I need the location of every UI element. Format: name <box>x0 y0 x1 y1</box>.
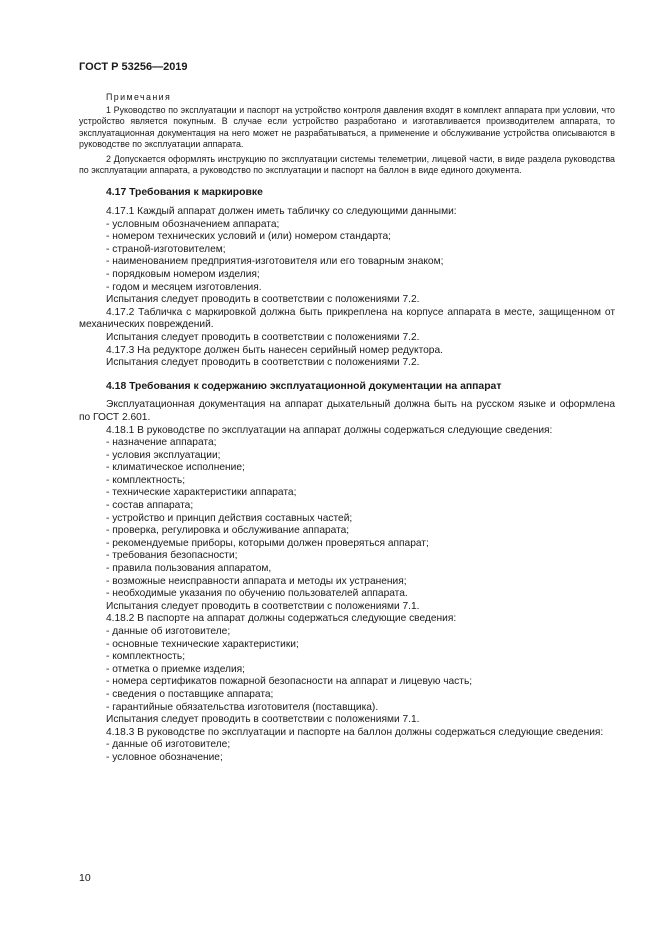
list-item: - данные об изготовителе; <box>106 626 231 638</box>
paragraph: 4.17.2 Табличка с маркировкой должна быть прикреплена на корпусе аппарата в месте, защищенном от механических повреждений. <box>79 306 615 331</box>
document-header: ГОСТ Р 53256—2019 <box>79 61 188 73</box>
list-item: - проверка, регулировка и обслуживание аппарата; <box>106 525 350 537</box>
page-content <box>79 92 615 765</box>
list-item: - требования безопасности; <box>106 550 238 562</box>
list-item: - сведения о поставщике аппарата; <box>106 688 274 700</box>
list-4-18-2 <box>79 626 615 714</box>
notes-block <box>79 92 615 176</box>
list-item: - основные технические характеристики; <box>106 638 299 650</box>
paragraph: 4.18.3 В руководстве по эксплуатации и паспорте на баллон должны содержаться следующие сведения: <box>106 726 604 738</box>
test-paragraph: Испытания следует проводить в соответствии с положениями 7.2. <box>106 357 420 369</box>
list-item: - годом и месяцем изготовления. <box>106 281 262 293</box>
paragraph: 4.17.1 Каждый аппарат должен иметь табличку со следующими данными: <box>106 206 457 218</box>
paragraph: 4.18.1 В руководстве по эксплуатации на аппарат должны содержаться следующие сведения: <box>106 424 553 436</box>
list-item: - комплектность; <box>106 651 186 663</box>
test-paragraph: Испытания следует проводить в соответствии с положениями 7.1. <box>106 714 420 726</box>
list-item: - номером технических условий и (или) номером стандарта; <box>106 231 391 243</box>
page-number: 10 <box>79 872 91 884</box>
list-item: - гарантийные обязательства изготовителя (поставщика). <box>106 701 379 713</box>
list-item: - страной-изготовителем; <box>106 243 226 255</box>
list-item: - данные об изготовителе; <box>106 739 231 751</box>
note-2: 2 Допускается оформлять инструкцию по эксплуатации системы телеметрии, лицевой части, в виде раздела руководства по эксплуатации аппарата, а руководство по эксплуатации и паспорт на баллон в виде единого документа. <box>79 154 615 176</box>
list-4-17-1 <box>79 219 615 295</box>
list-item: - назначение аппарата; <box>106 437 217 449</box>
list-item: - состав аппарата; <box>106 500 194 512</box>
list-item: - порядковым номером изделия; <box>106 268 260 280</box>
section-heading-4-18: 4.18 Требования к содержанию эксплуатационной документации на аппарат <box>106 380 502 392</box>
list-item: - наименованием предприятия-изготовителя или его товарным знаком; <box>106 256 444 268</box>
list-item: - правила пользования аппаратом, <box>106 563 272 575</box>
list-item: - условным обозначением аппарата; <box>106 218 280 230</box>
list-item: - условия эксплуатации; <box>106 449 221 461</box>
test-paragraph: Испытания следует проводить в соответствии с положениями 7.2. <box>106 331 420 343</box>
paragraph: Эксплуатационная документация на аппарат дыхательный должна быть на русском языке и оформлена по ГОСТ 2.601. <box>79 399 615 423</box>
list-item: - возможные неисправности аппарата и методы их устранения; <box>106 575 407 587</box>
list-item: - климатическое исполнение; <box>106 462 245 474</box>
list-item: - номера сертификатов пожарной безопасности на аппарат и лицевую часть; <box>106 676 473 688</box>
test-paragraph: Испытания следует проводить в соответствии с положениями 7.2. <box>106 294 420 306</box>
notes-title: Примечания <box>106 92 172 102</box>
section-heading-4-17: 4.17 Требования к маркировке <box>106 187 263 199</box>
list-4-18-3 <box>79 739 615 764</box>
list-item: - комплектность; <box>106 474 186 486</box>
list-item: - условное обозначение; <box>106 751 223 763</box>
paragraph: 4.17.3 На редукторе должен быть нанесен серийный номер редуктора. <box>106 344 443 356</box>
list-item: - отметка о приемке изделия; <box>106 663 246 675</box>
paragraph: 4.18.2 В паспорте на аппарат должны содержаться следующие сведения: <box>106 613 457 625</box>
note-1: 1 Руководство по эксплуатации и паспорт на устройство контроля давления входят в комплект аппарата при условии, что устройство является покупным. В случае если устройство разработано и изготавливается производителем аппарата, то эксплуатационная документация на него может не разрабатываться, а применение и обслуживание устройства описываются в руководстве по эксплуатации аппарата. <box>79 105 615 149</box>
test-paragraph: Испытания следует проводить в соответствии с положениями 7.1. <box>106 600 420 612</box>
list-item: - необходимые указания по обучению пользователей аппарата. <box>106 588 408 600</box>
list-item: - рекомендуемые приборы, которыми должен проверяться аппарат; <box>106 537 429 549</box>
list-4-18-1 <box>79 437 615 601</box>
list-item: - технические характеристики аппарата; <box>106 487 297 499</box>
list-item: - устройство и принцип действия составных частей; <box>106 512 353 524</box>
